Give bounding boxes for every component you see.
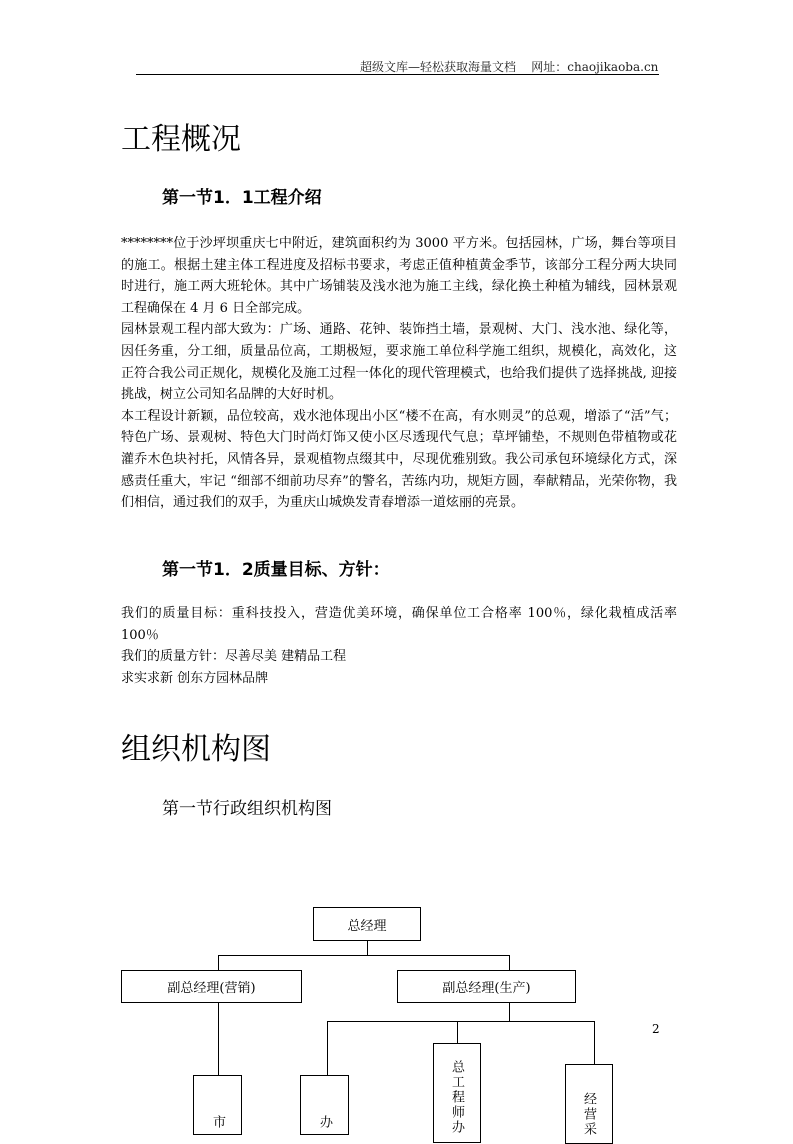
- org-node-vp-production: 副总经理(生产): [397, 970, 576, 1003]
- connector: [594, 1021, 595, 1064]
- paragraph: ********位于沙坪坝重庆七中附近，建筑面积约为 3000 平方米。包括园林，广场，舞台等项目的施工。根据土建主体工程进度及招标书要求，考虑正值种植黄金季节，该部分工程分两大块同时进行，施工两大班轮休。其中广场铺装及浅水池为施工主线，绿化换土种植为辅线，园林景观工程确保在 4 月 6 日全部完成。: [121, 236, 677, 316]
- org-node-general-manager: 总经理: [313, 907, 421, 941]
- quality-body: [121, 603, 677, 689]
- org-node-chief-engineer-office: 总工程师办: [433, 1043, 481, 1143]
- chapter-title-org: 组织机构图: [121, 732, 271, 767]
- page-header: 超级文库—轻松获取海量文档 网址：chaojikaoba.cn: [360, 60, 659, 74]
- paragraph: 求实求新 创东方园林品牌: [121, 670, 269, 686]
- section-title-quality: 第一节1．2质量目标、方针：: [162, 560, 390, 580]
- header-rule: [136, 74, 659, 75]
- connector: [218, 955, 510, 956]
- connector: [218, 1002, 219, 1075]
- connector: [367, 940, 368, 955]
- connector: [327, 1021, 595, 1022]
- section-title-org-chart: 第一节行政组织机构图: [162, 799, 332, 819]
- chapter-title-overview: 工程概况: [121, 122, 241, 157]
- connector: [327, 1021, 328, 1075]
- connector: [509, 955, 510, 970]
- org-node-market: 市: [193, 1075, 242, 1135]
- org-node-operations: 经营采: [565, 1064, 613, 1144]
- section-title-intro: 第一节1．1工程介绍: [162, 188, 322, 208]
- page-number: 2: [652, 1022, 660, 1036]
- org-node-office: 办: [300, 1075, 349, 1135]
- paragraph: 我们的质量方针：尽善尽美 建精品工程: [121, 649, 347, 665]
- paragraph: 园林景观工程内部大致为：广场、通路、花钟、装饰挡土墙，景观树、大门、浅水池、绿化等，因任务重，分工细，质量品位高，工期极短，要求施工单位科学施工组织，规模化，高效化，这正符合我公司正规化，规模化及施工过程一体化的现代管理模式，也给我们提供了选择挑战, 迎接挑战，树立公司知名品牌的大好时机。: [121, 322, 677, 403]
- connector: [457, 1021, 458, 1043]
- connector: [218, 955, 219, 970]
- org-node-vp-sales: 副总经理(营销): [121, 970, 302, 1003]
- paragraph: 本工程设计新颖，品位较高，戏水池体现出小区“楼不在高，有水则灵”的总观，增添了“活”气；特色广场、景观树、特色大门时尚灯饰又使小区尽透现代气息；草坪铺垫，不规则色带植物或花灌乔木色块衬托，风情各异，景观植物点缀其中，尽现优雅别致。我公司承包环境绿化方式，深感责任重大，牢记 “细部不细前功尽弃”的警名，苦练内功，规矩方圆，奉献精品，光荣你物，我们相信，通过我们的双手，为重庆山城焕发青春增添一道炫丽的亮景。: [121, 408, 677, 511]
- paragraph: 我们的质量目标：重科技投入，营造优美环境，确保单位工合格率 100％，绿化栽植成活率 100％: [121, 606, 677, 643]
- connector: [509, 1002, 510, 1021]
- intro-body: [121, 233, 677, 514]
